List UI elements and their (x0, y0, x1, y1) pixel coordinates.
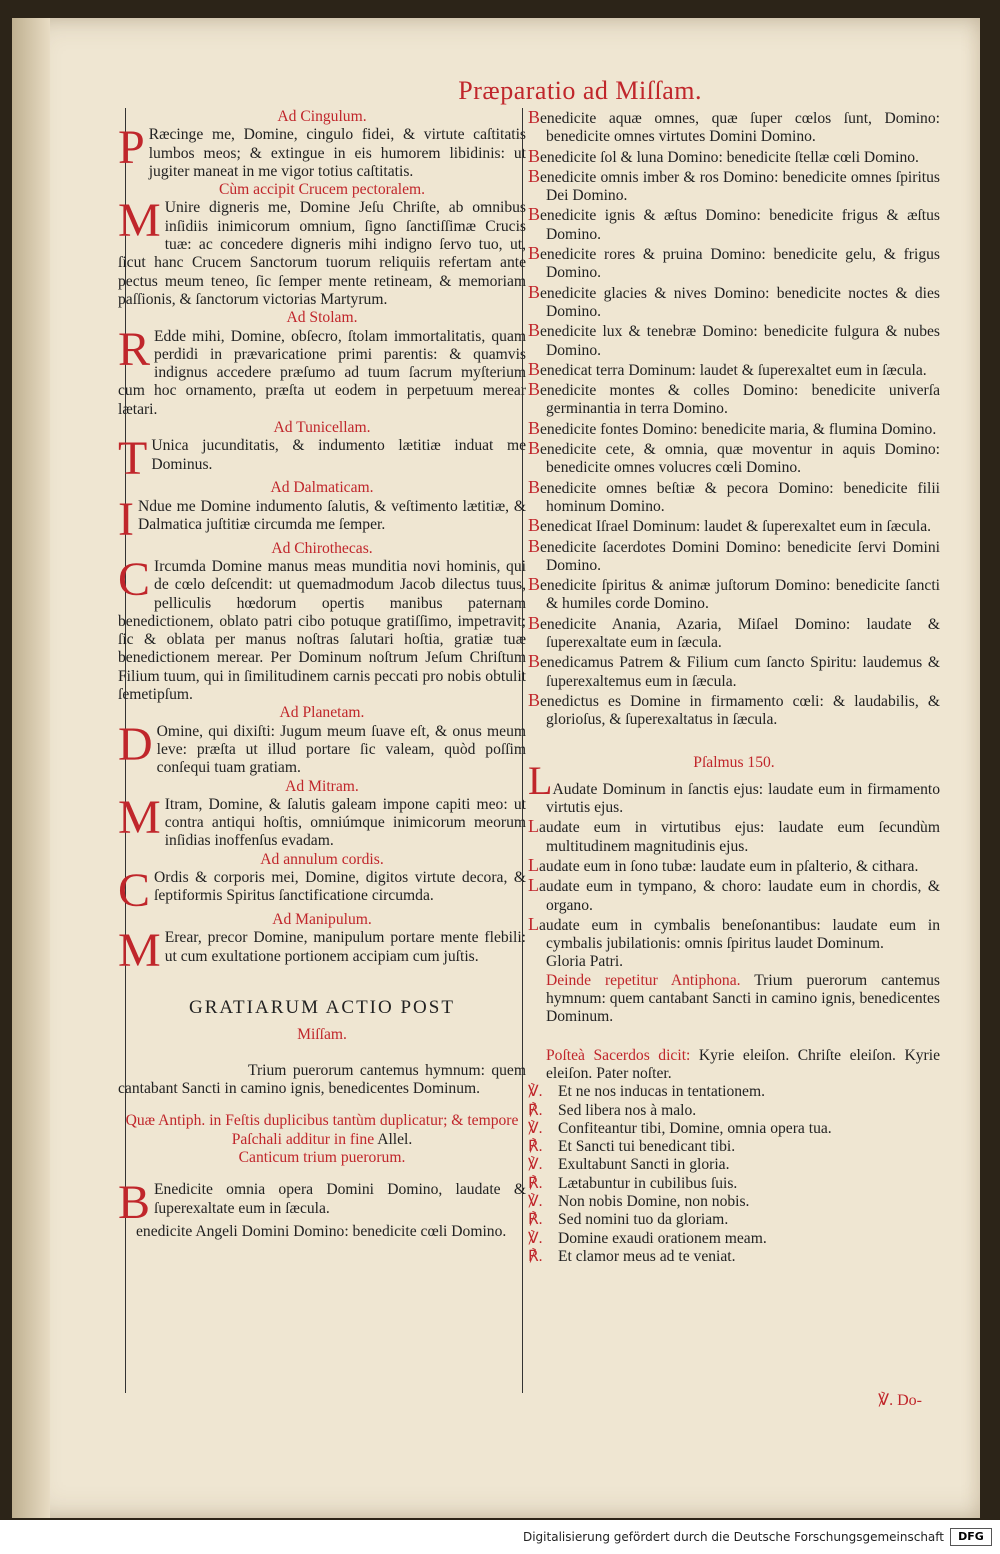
verse-text: enedicite Anania, Azaria, Miſael Domino: laudate & ſuperexaltate eum in ſæcula. (540, 615, 940, 652)
red-initial-b: B (528, 515, 541, 536)
response-mark: ℟. (528, 1247, 543, 1265)
benedicite-verse (528, 244, 940, 283)
response-text: Exultabunt Sancti in gloria. (558, 1156, 730, 1174)
red-initial-b: B (528, 535, 541, 556)
red-initial-b: B (528, 476, 541, 497)
red-initial-b: B (528, 281, 541, 302)
psalm-verse (528, 817, 940, 856)
drop-initial: M (118, 795, 161, 844)
section-text (118, 498, 526, 540)
benedicite-verse (528, 321, 940, 360)
footer-bar (0, 1520, 1000, 1554)
section-title: Cùm accipit Crucem pectoralem. (218, 181, 426, 199)
benedicite-verse (528, 380, 940, 419)
response-mark: ℣. (528, 1229, 543, 1247)
prayer-sections (118, 108, 526, 971)
section-text (118, 328, 526, 419)
response-line (528, 1138, 940, 1156)
section-title: Ad Tunicellam. (273, 419, 371, 437)
response-text: Et ne nos inducas in tentationem. (558, 1083, 766, 1101)
verse-text: enedicite ſpiritus & animæ juſtorum Domino: benedicite ſancti & humiles corde Domino. (540, 577, 940, 613)
red-initial-b: B (528, 379, 541, 400)
section-text (118, 199, 526, 309)
response-text: Sed libera nos à malo. (558, 1101, 697, 1119)
response-text: Et clamor meus ad te veniat. (558, 1247, 736, 1265)
response-text: Lætabuntur in cubilibus ſuis. (558, 1174, 738, 1192)
section-body: Unica jucunditatis, & indumento lætitiæ induat me Dominus. (151, 437, 526, 473)
response-line (528, 1211, 940, 1229)
response-line (528, 1156, 940, 1174)
rubric-duplicatur: Quæ Antiph. in Feſtis duplicibus tantùm duplicatur; & tempore Paſchali additur in fine Allel. (125, 1112, 519, 1148)
drop-initial: D (118, 722, 153, 771)
response-mark: ℣. (528, 1156, 543, 1174)
benedicite-verse (528, 360, 940, 380)
section-text (118, 869, 526, 911)
section-title: Ad Mitram. (285, 777, 359, 795)
verse-text: enedicite montes & colles Domino: benedicite univerſa germinantia in terra Domino. (540, 382, 940, 418)
red-initial-b: B (528, 165, 541, 186)
response-line (528, 1175, 940, 1193)
benedicite-verses (528, 108, 940, 730)
response-line (528, 1230, 940, 1248)
section-body: Ircumda Domine manus meas munditia novi hominis, qui de cœlo deſcendit: ut quemadmodum Jacob dilectus tuus, pelliculis hœdorum opertis manibus paternam benedictionem, oblato patri cibo potuque gratiſſimo, impetravit; ſic & oblata per manus noſtras ſalutari hoſtia, gratiæ tuæ benedictionem merear. Per Dominum noſtrum Jeſum Chriſtum Filium tuum, qui in ſimilitudinem carnis peccati pro nobis obtulit ſemetipſum. (118, 557, 526, 704)
drop-initial: R (118, 327, 151, 376)
gratiarum-subtitle: Miſſam. (297, 1025, 347, 1043)
response-text: Non nobis Domine, non nobis. (558, 1193, 750, 1211)
canticum-title: Canticum trium puerorum. (238, 1149, 406, 1167)
footer-credit: Digitalisierung gefördert durch die Deutsche Forschungsgemeinschaft (522, 1530, 944, 1544)
response-line (528, 1193, 940, 1211)
response-line (528, 1102, 940, 1120)
drop-initial: C (118, 557, 151, 606)
left-column (118, 108, 526, 1242)
benedicite-verse (528, 147, 940, 167)
benedicite-verse (528, 652, 940, 691)
verse-text: audate eum in cymbalis beneſonantibus: laudate eum in cymbalis jubilationis: omnis ſpiritus laudet Dominum. (539, 916, 940, 953)
response-line (528, 1120, 940, 1138)
benedicite-verse (528, 419, 940, 439)
verse-text: audate eum in ſono tubæ: laudate eum in pſalterio, & cithara. (539, 857, 919, 875)
drop-initial: P (118, 126, 145, 175)
psalm-verse (528, 856, 940, 876)
section-text (118, 796, 526, 851)
section-body: Itram, Domine, & ſalutis galeam impone capiti meo: ut contra antiqui hoſtis, omniúmque inimicorum meorum inſidias inoffenſus evadam. (164, 795, 526, 850)
section-title: Ad annulum cordis. (260, 850, 384, 868)
section-title: Ad Chirothecas. (271, 539, 373, 557)
canticum-second: enedicite Angeli Domini Domino: benedicite cœli Domino. (136, 1223, 507, 1241)
response-mark: ℣. (528, 1083, 543, 1101)
benedicite-verse (528, 283, 940, 322)
section-text (118, 437, 526, 479)
benedicite-verse (528, 691, 940, 730)
benedicite-verse (528, 516, 940, 536)
section-body: Erear, precor Domine, manipulum portare mente flebili: ut cum exultatione portionem accipiam cum juſtis. (164, 929, 526, 965)
red-initial-b: B (528, 574, 541, 595)
psalm-title: Pſalmus 150. (693, 753, 775, 771)
response-mark: ℟. (528, 1101, 543, 1119)
response-text: Et Sancti tui benedicant tibi. (558, 1138, 736, 1156)
verse-text: enedicite ignis & æſtus Domino: benedicite frigus & æſtus Domino. (540, 207, 940, 243)
psalm-verse (528, 876, 940, 915)
section-body: Ordis & corporis mei, Domine, digitos virtute decora, & ſeptiformis Spiritus ſanctificatione circumda. (154, 868, 526, 905)
benedicite-verse (528, 108, 940, 147)
drop-initial: T (118, 437, 148, 480)
psalm-verse (528, 915, 940, 954)
section-text (118, 126, 526, 181)
verse-text: enedicite omnes beſtiæ & pecora Domino: benedicite filii hominum Domino. (540, 479, 940, 515)
benedicite-verse (528, 614, 940, 653)
red-initial-b: B (528, 107, 541, 127)
response-mark: ℣. (528, 1119, 543, 1137)
red-initial-b: B (528, 651, 541, 672)
verse-text: enedicite omnis imber & ros Domino: benedicite omnes ſpiritus Dei Domino. (540, 168, 940, 205)
section-body: Ndue me Domine indumento ſalutis, & veſtimento lætitiæ, & Dalmatica juſtitiæ circumda me ſemper. (137, 497, 526, 533)
verse-text: enedicat Iſrael Dominum: laudet & ſuperexaltet eum in ſæcula. (540, 518, 932, 536)
benedicite-verse (528, 537, 940, 576)
benedicite-verse (528, 167, 940, 206)
versicles-responses (528, 1083, 940, 1266)
verse-text: enedicite ſacerdotes Domini Domino: benedicite ſervi Domini Domino. (540, 538, 940, 574)
red-initial-l: L (528, 816, 539, 837)
gratiarum-title: GRATIARUM ACTIO POST (189, 997, 455, 1019)
response-mark: ℣. (528, 1193, 543, 1211)
red-initial-b: B (528, 243, 541, 264)
red-initial-l: L (528, 875, 539, 896)
section-text (118, 558, 526, 704)
verse-text: enedicite ſol & luna Domino: benedicite ſtellæ cœli Domino. (540, 148, 919, 166)
catchword: ℣. Do- (878, 1392, 922, 1409)
verse-text: enedicite aquæ omnes, quæ ſuper cœlos ſunt, Domino: benedicite omnes virtutes Domini Domino. (540, 110, 940, 146)
dfg-logo: DFG (950, 1528, 992, 1546)
verse-text: enedicite fontes Domino: benedicite maria, & flumina Domino. (540, 420, 937, 438)
section-title: Ad Stolam. (286, 309, 358, 327)
response-text: Domine exaudi orationem meam. (558, 1229, 767, 1247)
response-mark: ℟. (528, 1174, 543, 1192)
page-gutter (12, 18, 50, 1518)
drop-initial: I (118, 497, 134, 540)
verse-text: enedicite glacies & nives Domino: benedicite noctes & dies Domino. (540, 284, 940, 320)
red-initial-l: L (528, 854, 539, 875)
gloria-patri: Gloria Patri. (546, 953, 624, 971)
drop-initial: C (118, 868, 151, 911)
red-initial-b: B (528, 358, 541, 379)
red-initial-b: B (528, 438, 541, 459)
red-initial-b: B (528, 612, 541, 633)
response-text: Sed nomini tuo da gloriam. (558, 1211, 729, 1229)
red-initial-b: B (528, 417, 541, 438)
red-initial-l: L (528, 757, 553, 803)
postea: Poſteà Sacerdos dicit: Kyrie eleiſon. Chriſte eleiſon. Kyrie eleiſon. Pater noſter. (546, 1046, 940, 1082)
deinde: Deinde repetitur Antiphona. Trium puerorum cantemus hymnum: quem cantabant Sancti in camino ignis, benedicentes Dominum. (546, 971, 940, 1026)
verse-text: enedicite cete, & omnia, quæ moventur in aquis Domino: benedicite omnes volucres cœli Domino. (540, 441, 940, 477)
section-title: Ad Dalmaticam. (270, 479, 374, 497)
benedicite-verse (528, 478, 940, 517)
verse-text: enedicat terra Dominum: laudet & ſuperexaltet eum in ſæcula. (540, 361, 927, 379)
benedicite-verse (528, 439, 940, 478)
red-initial-b: B (528, 320, 541, 341)
verse-text: Audate Dominum in ſanctis ejus: laudate eum in firmamento virtutis ejus. (546, 780, 940, 817)
section-title: Ad Planetam. (279, 704, 365, 722)
red-initial-b: B (528, 145, 541, 166)
drop-initial: M (118, 929, 161, 972)
red-initial-l: L (528, 913, 539, 934)
section-body: Unire digneris me, Domine Jeſu Chriſte, ab omnibus inſidiis inimicorum omnium, ſigno ſanctiſſimæ Crucis tuæ: ac concedere digneris mihi indigno ſervo tuo, ut, ſicut hanc Crucem Sanctorum tuorum reliquiis refertam ante pectus meum teneo, ſic ſemper mente retineam, & memoriam paſſionis, & ſanctorum victorias Martyrum. (118, 199, 526, 308)
section-text (118, 929, 526, 971)
benedicite-verse (528, 205, 940, 244)
response-line (528, 1083, 940, 1101)
verse-text: enedicamus Patrem & Filium cum ſancto Spiritu: laudemus & ſuperexaltemus eum in ſæcula. (540, 654, 940, 690)
verse-text: enedicite lux & tenebræ Domino: benedicite fulgura & nubes Domino. (540, 323, 940, 359)
verse-text: enedicite rores & pruina Domino: benedicite gelu, & frigus Domino. (540, 246, 940, 282)
antiphon: Trium puerorum cantemus hymnum: quem cantabant Sancti in camino ignis, benedicentes Dominum. (118, 1061, 526, 1098)
section-body: Edde mihi, Domine, obſecro, ſtolam immortalitatis, quam perdidi in prævaricatione primi parentis: & quamvis indignus accedere præſumo ad tuum ſacrum myſterium cum hoc ornamento, præſta ut eodem in perpetuum merear lætari. (118, 327, 526, 418)
response-line (528, 1248, 940, 1266)
section-title: Ad Cingulum. (277, 108, 367, 125)
response-mark: ℟. (528, 1211, 543, 1229)
section-title: Ad Manipulum. (272, 910, 372, 928)
verse-text: audate eum in tympano, & choro: laudate eum in chordis, & organo. (539, 878, 940, 914)
drop-initial: M (118, 199, 161, 248)
response-mark: ℟. (528, 1138, 543, 1156)
right-column (528, 108, 940, 1266)
section-text (118, 723, 526, 778)
canticum-first: B Enedicite omnia opera Domini Domino, laudate & ſuperexaltate eum in ſæcula. (118, 1176, 526, 1230)
red-initial-b: B (528, 689, 541, 710)
verse-text: audate eum in virtutibus ejus: laudate eum ſecundùm multitudinem magnitudinis ejus. (539, 819, 940, 855)
running-header: Præparatio ad Miſſam. (458, 76, 702, 105)
section-body: Omine, qui dixiſti: Jugum meum ſuave eſt, & onus meum leve: præſta ut illud portare ſic valeam, quòd poſſim conſequi tuam gratiam. (156, 722, 526, 777)
red-initial-b: B (528, 204, 541, 225)
benedicite-verse (528, 575, 940, 614)
section-body: Ræcinge me, Domine, cingulo fidei, & virtute caſtitatis lumbos meos; & extingue in eis humorem libidinis: ut jugiter maneat in me vigor totius caſtitatis. (148, 126, 526, 180)
verse-text: enedictus es Domine in firmamento cœli: & laudabilis, & glorioſus, & ſuperexaltatus in ſæcula. (540, 692, 940, 729)
response-text: Confiteantur tibi, Domine, omnia opera tua. (558, 1119, 832, 1137)
